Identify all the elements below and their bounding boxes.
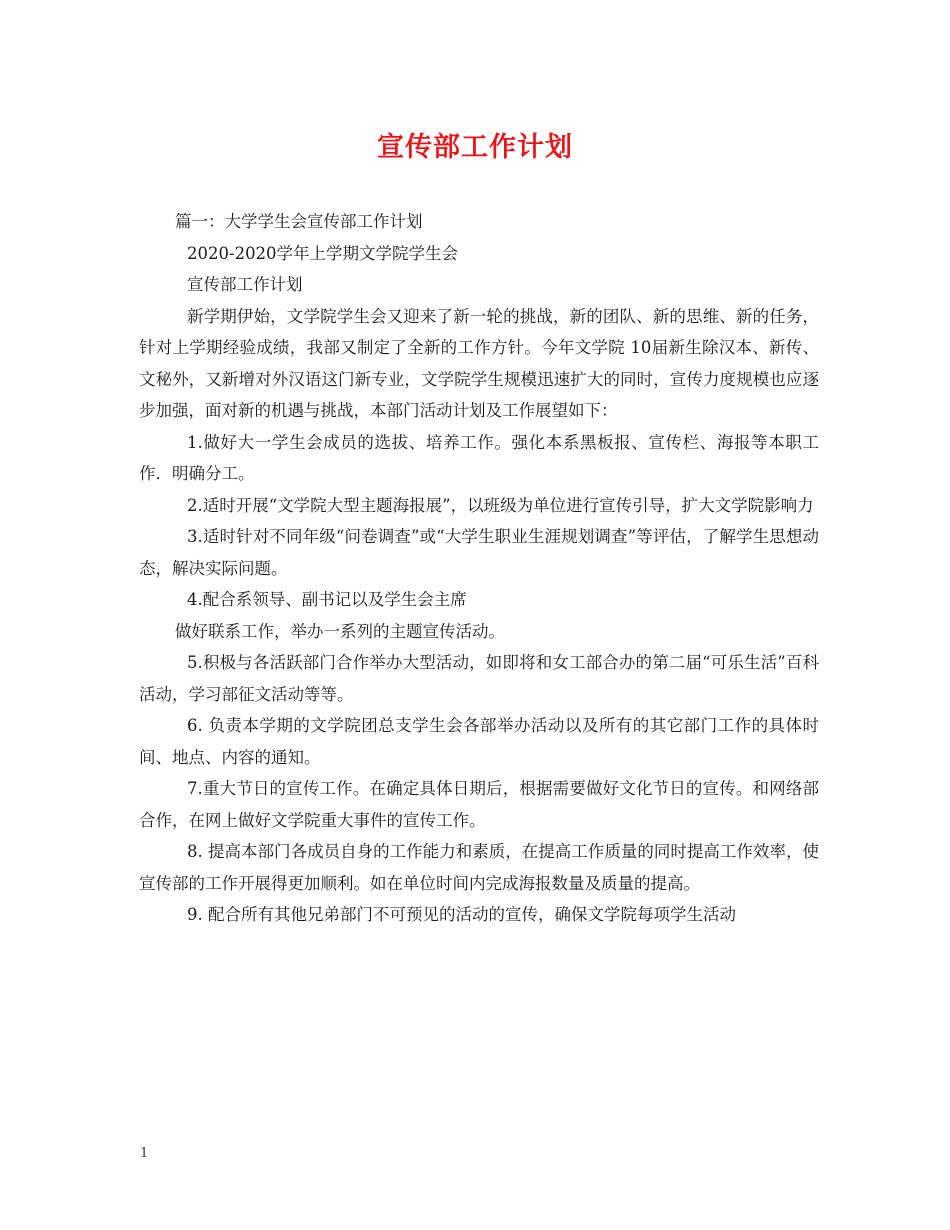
paragraph-item-8: 8. 提高本部门各成员自身的工作能力和素质，在提高工作质量的同时提高工作效率，使宣传部的工作开展得更加顺利。如在单位时间内完成海报数量及质量的提高。 [139, 842, 819, 893]
document-title: 宣传部工作计划 [377, 132, 573, 163]
paragraph-intro: 新学期伊始，文学院学生会又迎来了新一轮的挑战，新的团队、新的思维、新的任务，针对上学期经验成绩，我部又制定了全新的工作方针。今年文学院 10届新生除汉本、新传、文秘外，又新增对外汉语这门新专业，文学院学生规模迅速扩大的同时，宣传力度规模也应逐步加强，面对新的机遇与挑战，本部门活动计划及工作展望如下： [139, 306, 819, 420]
paragraph-item-6: 6. 负责本学期的文学院团总支学生会各部举办活动以及所有的其它部门工作的具体时间、地点、内容的通知。 [139, 716, 819, 767]
paragraph-item-2: 2.适时开展“文学院大型主题海报展”，以班级为单位进行宣传引导，扩大文学院影响力 [187, 495, 814, 515]
paragraph-item-4-continued: 做好联系工作，举办一系列的主题宣传活动。 [175, 621, 505, 641]
paragraph-subheading-term: 2020-2020学年上学期文学院学生会 [187, 243, 459, 263]
paragraph-section-heading: 篇一：大学学生会宣传部工作计划 [175, 212, 423, 231]
page-number: 1 [140, 1146, 149, 1161]
paragraph-item-4: 4.配合系领导、副书记以及学生会主席 [187, 590, 467, 609]
paragraph-item-5: 5.积极与各活跃部门合作举办大型活动，如即将和女工部合办的第二届“可乐生活”百科活动，学习部征文活动等等。 [139, 653, 819, 704]
paragraph-subheading-plan: 宣传部工作计划 [187, 275, 303, 294]
paragraph-item-3: 3.适时针对不同年级“问卷调查”或“大学生职业生涯规划调查”等评估，了解学生思想动态，解决实际问题。 [139, 527, 819, 578]
paragraph-item-1: 1.做好大一学生会成员的选拔、培养工作。强化本系黑板报、宣传栏、海报等本职工作．明确分工。 [139, 432, 819, 483]
paragraph-item-9: 9. 配合所有其他兄弟部门不可预见的活动的宣传，确保文学院每项学生活动 [187, 905, 736, 924]
paragraph-item-7: 7.重大节日的宣传工作。在确定具体日期后，根据需要做好文化节日的宣传。和网络部合作，在网上做好文学院重大事件的宣传工作。 [139, 779, 819, 830]
document-body [139, 206, 819, 931]
